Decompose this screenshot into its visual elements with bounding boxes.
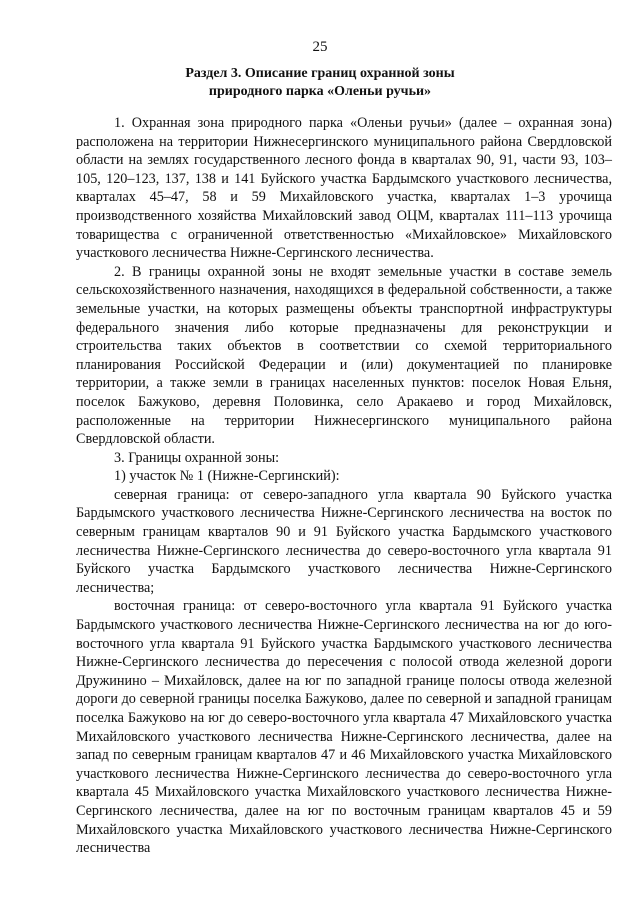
heading-line-2: природного парка «Оленьи ручьи» <box>208 84 432 99</box>
section-heading <box>60 65 580 101</box>
paragraph-site-1: 1) участок № 1 (Нижне-Сергинский): <box>114 468 340 485</box>
document-body <box>76 114 612 858</box>
paragraph-exclusions: 2. В границы охранной зоны не входят земельные участки в составе земель сельскохозяйственного назначения, находящихся в федеральной собственности, а также земельные участки, на которых размещены объекты транспортной инфраструктуры федерального значения либо которые предназначены для реконструкции и строительства таких объектов в соответствии со схемой территориального планирования Российской Федерации и (или) документацией по планировке территории, а также земли в границах населенных пунктов: поселок Новая Ельня, поселок Бажуково, деревня Половинка, село Аракаево и город Михайловск, расположенные на территории Нижнесергинского муниципального района Свердловской области. <box>76 263 612 448</box>
page-number: 25 <box>312 39 328 55</box>
paragraph-north-boundary: северная граница: от северо-западного угла квартала 90 Буйского участка Бардымского участкового лесничества Нижне-Сергинского лесничества на восток по северным границам кварталов 90 и 91 Буйского участка Бардымского участкового лесничества Нижне-Сергинского лесничества до северо-восточного угла квартала 91 Буйского участка Бардымского участкового лесничества Нижне-Сергинского лесничества; <box>76 486 612 596</box>
heading-line-1: Раздел 3. Описание границ охранной зоны <box>185 66 455 81</box>
paragraph-east-boundary: восточная граница: от северо-восточного угла квартала 91 Буйского участка Бардымского участкового лесничества Нижне-Сергинского лесничества на юг до юго-восточного угла квартала 91 Буйского участка Бардымского участкового лесничества Нижне-Сергинского лесничества до пересечения с полосой отвода железной дороги Дружинино – Михайловск, далее на юг по западной границе полосы отвода железной дороги до северной границы поселка Бажуково, далее по северной и западной границам поселка Бажуково на юг до северо-восточного угла квартала 47 Михайловского участка Михайловского участкового лесничества Нижне-Сергинского лесничества, далее на запад по северным границам кварталов 47 и 46 Михайловского участка Михайловского участкового лесничества Нижне-Сергинского лесничества до северо-восточного угла квартала 45 Михайловского участка Михайловского участкового лесничества Нижне-Сергинского лесничества, далее на юг по восточным границам кварталов 45 и 59 Михайловского участка Михайловского участкового лесничества Нижне-Сергинского лесничества <box>76 598 612 857</box>
paragraph-boundaries-heading: 3. Границы охранной зоны: <box>114 449 280 466</box>
paragraph-location: 1. Охранная зона природного парка «Оленьи ручьи» (далее – охранная зона) расположена на территории Нижнесергинского муниципального района Свердловской области на землях государственного лесного фонда в кварталах 90, 91, части 93, 103–105, 120–123, 137, 138 и 141 Буйского участка Бардымского участкового лесничества, кварталах 45–47, 58 и 59 Михайловского участка, кварталах 1–3 урочища производственного хозяйства Михайловский завод ОЦМ, кварталах 111–113 урочища товарищества с ограниченной ответственностью «Михайловское» Михайловского участкового лесничества Нижне-Сергинского лесничества. <box>76 115 612 262</box>
